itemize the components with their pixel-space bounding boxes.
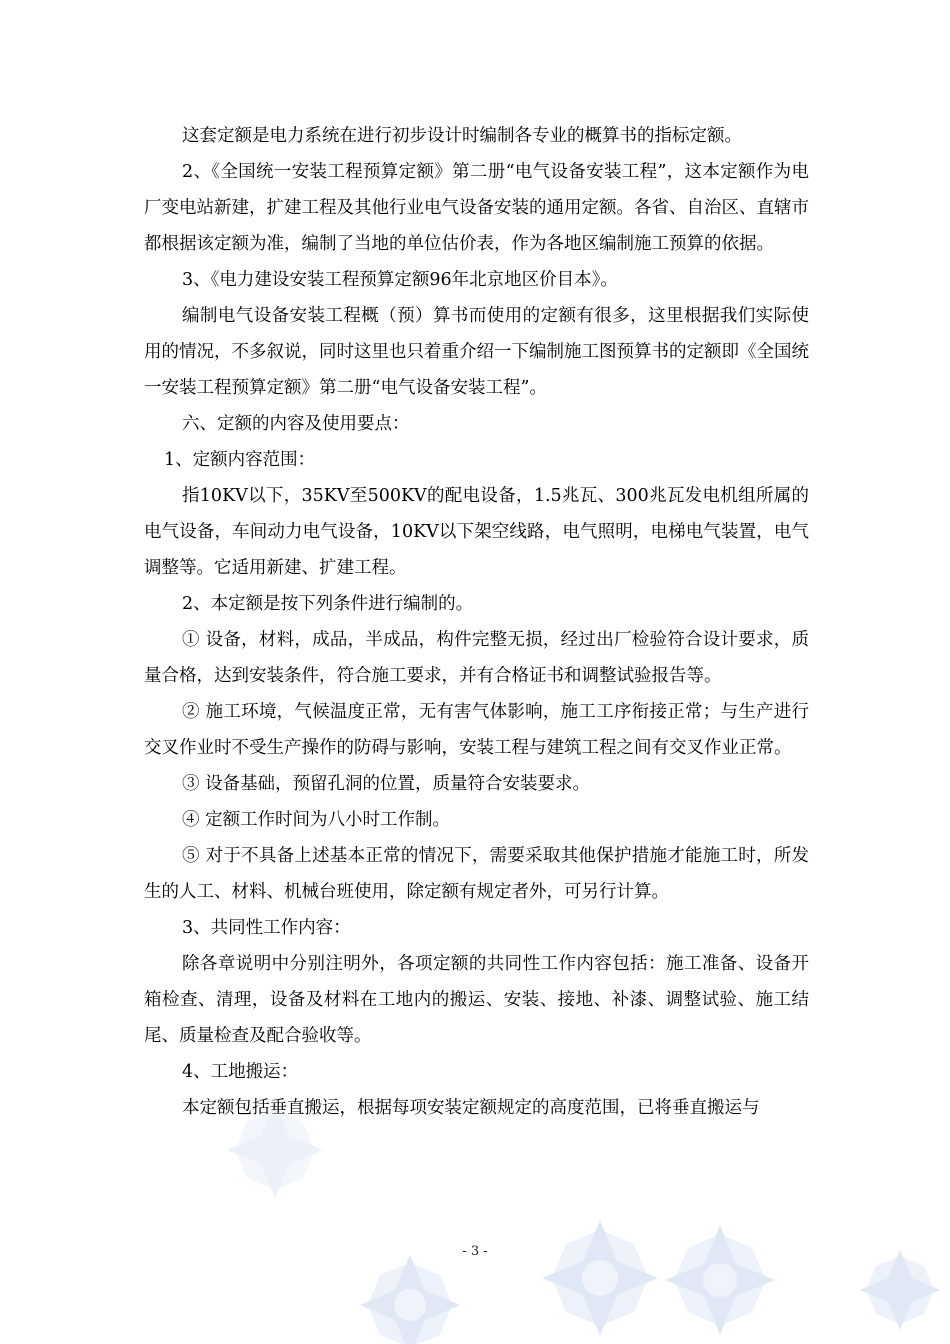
paragraph: 除各章说明中分别注明外，各项定额的共同性工作内容包括：施工准备、设备开箱检查、清理，设备及材料在工地内的搬运、安装、接地、补漆、调整试验、施工结尾、质量检查及配合验收等。 [144,954,809,1046]
page-number: - 3 - [462,1244,488,1259]
body-text [144,118,809,1126]
paragraph: 3、《电力建设安装工程预算定额96年北京地区价目本》。 [182,270,618,290]
subsection-heading: 1、定额内容范围： [164,450,316,470]
subsection-heading: 2、本定额是按下列条件进行编制的。 [182,594,474,614]
paragraph: 本定额包括垂直搬运，根据每项安装定额规定的高度范围，已将垂直搬运与 [182,1098,760,1118]
paragraph: 这套定额是电力系统在进行初步设计时编制各专业的概算书的指标定额。 [182,126,742,146]
subsection-heading: 3、共同性工作内容： [182,918,351,938]
list-item: ⑤ 对于不具备上述基本正常的情况下，需要采取其他保护措施才能施工时，所发生的人工、材料、机械台班使用，除定额有规定者外，可另行计算。 [144,846,809,902]
paragraph: 编制电气设备安装工程概（预）算书而使用的定额有很多，这里根据我们实际使用的情况，不多叙说，同时这里也只着重介绍一下编制施工图预算书的定额即《全国统一安装工程预算定额》第二册“电气设备安装工程”。 [144,306,809,398]
list-item: ④ 定额工作时间为八小时工作制。 [182,810,451,830]
list-item: ③ 设备基础，预留孔洞的位置，质量符合安装要求。 [182,774,591,794]
subsection-heading: 4、工地搬运： [182,1062,299,1082]
paragraph: 指10KV以下，35KV至500KV的配电设备，1.5兆瓦、300兆瓦发电机组所属的电气设备，车间动力电气设备，10KV以下架空线路，电气照明，电梯电气装置，电气调整等。它适用新建、扩建工程。 [144,486,809,578]
list-item: ① 设备，材料，成品，半成品，构件完整无损，经过出厂检验符合设计要求，质量合格，达到安装条件，符合施工要求，并有合格证书和调整试验报告等。 [144,630,809,686]
section-heading: 六、定额的内容及使用要点： [182,414,410,434]
paragraph: 2、《全国统一安装工程预算定额》第二册“电气设备安装工程”，这本定额作为电厂变电站新建，扩建工程及其他行业电气设备安装的通用定额。各省、自治区、直辖市都根据该定额为准，编制了当地的单位估价表，作为各地区编制施工预算的依据。 [144,162,809,254]
list-item: ② 施工环境，气候温度正常，无有害气体影响，施工工序衔接正常；与生产进行交叉作业时不受生产操作的防碍与影响，安装工程与建筑工程之间有交叉作业正常。 [144,702,809,758]
